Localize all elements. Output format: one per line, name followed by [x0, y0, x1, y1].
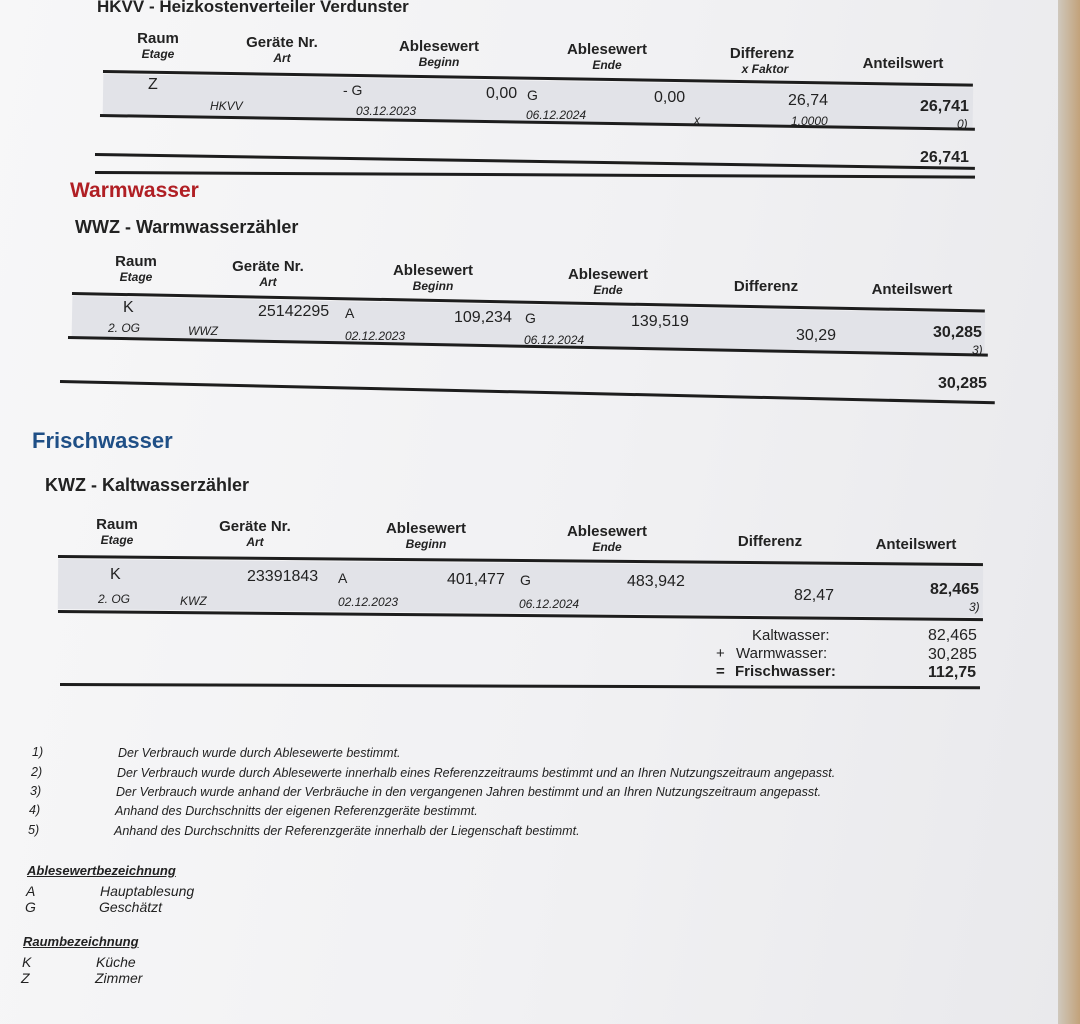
- footnote-text: Der Verbrauch wurde durch Ablesewerte innerhalb eines Referenzzeitraums bestimmt und an Ihren Nutzungszeitraum angepasst.: [117, 766, 836, 780]
- footnote-text: Anhand des Durchschnitts der Referenzgeräte innerhalb der Liegenschaft bestimmt.: [114, 824, 580, 838]
- legend-code: G: [25, 899, 36, 915]
- wwz-title: WWZ - Warmwasserzähler: [75, 217, 299, 237]
- col-beginn: Beginn: [412, 279, 454, 293]
- row-geraet: 23391843: [247, 568, 319, 585]
- row-anteil: 26,741: [920, 98, 969, 115]
- row-art: KWZ: [180, 594, 207, 608]
- col-ablesewert-ende: Ablesewert: [566, 41, 648, 58]
- col-etage: Etage: [100, 533, 134, 547]
- row-note: 0): [957, 117, 968, 131]
- summary-frisch-label: Frischwasser:: [735, 663, 836, 680]
- footnote-text: Der Verbrauch wurde anhand der Verbräuche in den vergangenen Jahren bestimmt und an Ihren Nutzungszeitraum angepasst.: [116, 785, 822, 799]
- row-begin-date: 02.12.2023: [338, 595, 399, 609]
- row-faktor: 1,0000: [791, 114, 828, 128]
- col-beginn: Beginn: [418, 55, 460, 69]
- row-end-flag: G: [525, 310, 536, 326]
- row-diff: 82,47: [794, 587, 835, 604]
- col-etage: Etage: [141, 47, 175, 61]
- col-art: Art: [259, 275, 277, 289]
- row-etage: 2. OG: [98, 592, 131, 606]
- col-faktor: x Faktor: [741, 62, 789, 76]
- section-frischwasser: Frischwasser: [32, 428, 173, 453]
- col-differenz: Differenz: [729, 45, 795, 62]
- col-art: Art: [273, 51, 291, 65]
- col-ablesewert-beginn: Ablesewert: [385, 520, 467, 537]
- summary-frisch-value: 112,75: [928, 664, 977, 681]
- footnote-num: 3): [30, 784, 42, 798]
- row-begin-date: 03.12.2023: [356, 104, 417, 118]
- row-begin-value: 109,234: [454, 309, 512, 326]
- row-diff: 30,29: [796, 327, 837, 344]
- footnote-num: 5): [28, 823, 40, 837]
- hkvv-title: HKVV - Heizkostenverteiler Verdunster: [97, 0, 409, 16]
- kwz-title: KWZ - Kaltwasserzähler: [45, 475, 250, 495]
- col-raum: Raum: [137, 30, 179, 47]
- col-ende: Ende: [592, 58, 622, 72]
- footnote-num: 2): [31, 765, 43, 779]
- summary-frisch-op: =: [716, 663, 725, 680]
- col-anteilswert: Anteilswert: [862, 55, 944, 72]
- hkvv-total: 26,741: [920, 149, 969, 166]
- row-end-flag: G: [520, 572, 531, 588]
- footnote-text: Anhand des Durchschnitts der eigenen Referenzgeräte bestimmt.: [115, 804, 478, 818]
- col-ablesewert-beginn: Ablesewert: [392, 262, 474, 279]
- legend-code: A: [26, 883, 36, 899]
- col-differenz: Differenz: [733, 278, 799, 295]
- col-ablesewert-ende: Ablesewert: [567, 266, 649, 283]
- row-begin-value: 401,477: [447, 571, 505, 588]
- col-etage: Etage: [119, 270, 153, 284]
- row-raum: K: [123, 299, 134, 316]
- row-end-date: 06.12.2024: [519, 597, 580, 611]
- col-ende: Ende: [592, 540, 622, 554]
- row-note: 3): [972, 343, 983, 357]
- col-ablesewert-ende: Ablesewert: [566, 523, 648, 540]
- col-geraete: Geräte Nr.: [246, 34, 318, 51]
- col-art: Art: [246, 535, 264, 549]
- col-raum: Raum: [96, 516, 138, 533]
- legend-text: Geschätzt: [99, 899, 163, 915]
- row-raum: Z: [148, 76, 158, 93]
- row-end-value: 139,519: [631, 313, 689, 330]
- legend-text: Küche: [96, 954, 136, 970]
- row-diff: 26,74: [788, 92, 829, 109]
- summary-kalt-value: 82,465: [928, 627, 977, 644]
- row-end-value: 483,942: [627, 573, 685, 590]
- col-anteilswert: Anteilswert: [875, 536, 957, 553]
- row-geraet: 25142295: [258, 303, 330, 320]
- wwz-total: 30,285: [938, 375, 987, 392]
- row-end-date: 06.12.2024: [526, 108, 587, 122]
- row-art: HKVV: [210, 99, 243, 113]
- summary-warm-op: +: [716, 645, 725, 662]
- col-ende: Ende: [593, 283, 623, 297]
- summary-kalt-label: Kaltwasser:: [752, 627, 830, 644]
- row-raum: K: [110, 566, 121, 583]
- row-end-flag: G: [527, 87, 538, 103]
- row-end-date: 06.12.2024: [524, 333, 585, 347]
- row-begin-flag: A: [338, 570, 348, 586]
- row-begin-flag: A: [345, 305, 355, 321]
- row-begin-value: 0,00: [486, 85, 518, 102]
- row-art: WWZ: [188, 324, 218, 338]
- summary-warm-value: 30,285: [928, 646, 977, 663]
- summary-warm-label: Warmwasser:: [736, 645, 828, 662]
- legend-code: K: [22, 954, 32, 970]
- col-ablesewert-beginn: Ablesewert: [398, 38, 480, 55]
- col-geraete: Geräte Nr.: [219, 518, 291, 535]
- row-end-value: 0,00: [654, 89, 686, 106]
- table-edge: [1058, 0, 1080, 1024]
- row-etage: 2. OG: [108, 321, 141, 335]
- section-warmwasser: Warmwasser: [70, 179, 199, 202]
- col-anteilswert: Anteilswert: [871, 281, 953, 298]
- row-anteil: 30,285: [933, 324, 982, 341]
- row-x: x: [694, 113, 700, 127]
- legend-text: Hauptablesung: [100, 883, 195, 899]
- col-beginn: Beginn: [405, 537, 447, 551]
- col-raum: Raum: [115, 253, 157, 270]
- legend-text: Zimmer: [95, 970, 143, 986]
- footnote-text: Der Verbrauch wurde durch Ablesewerte bestimmt.: [118, 746, 401, 760]
- legend-raum-title: Raumbezeichnung: [23, 934, 139, 949]
- row-begin-date: 02.12.2023: [345, 329, 406, 343]
- legend-code: Z: [21, 970, 30, 986]
- col-geraete: Geräte Nr.: [232, 258, 304, 275]
- col-differenz: Differenz: [737, 533, 803, 550]
- row-anteil: 82,465: [930, 581, 979, 598]
- footnote-num: 4): [29, 803, 41, 817]
- row-note: 3): [969, 600, 980, 614]
- row-geraet-flag: - G: [343, 82, 363, 98]
- footnote-num: 1): [32, 745, 44, 759]
- legend-ablese-title: Ablesewertbezeichnung: [27, 863, 176, 878]
